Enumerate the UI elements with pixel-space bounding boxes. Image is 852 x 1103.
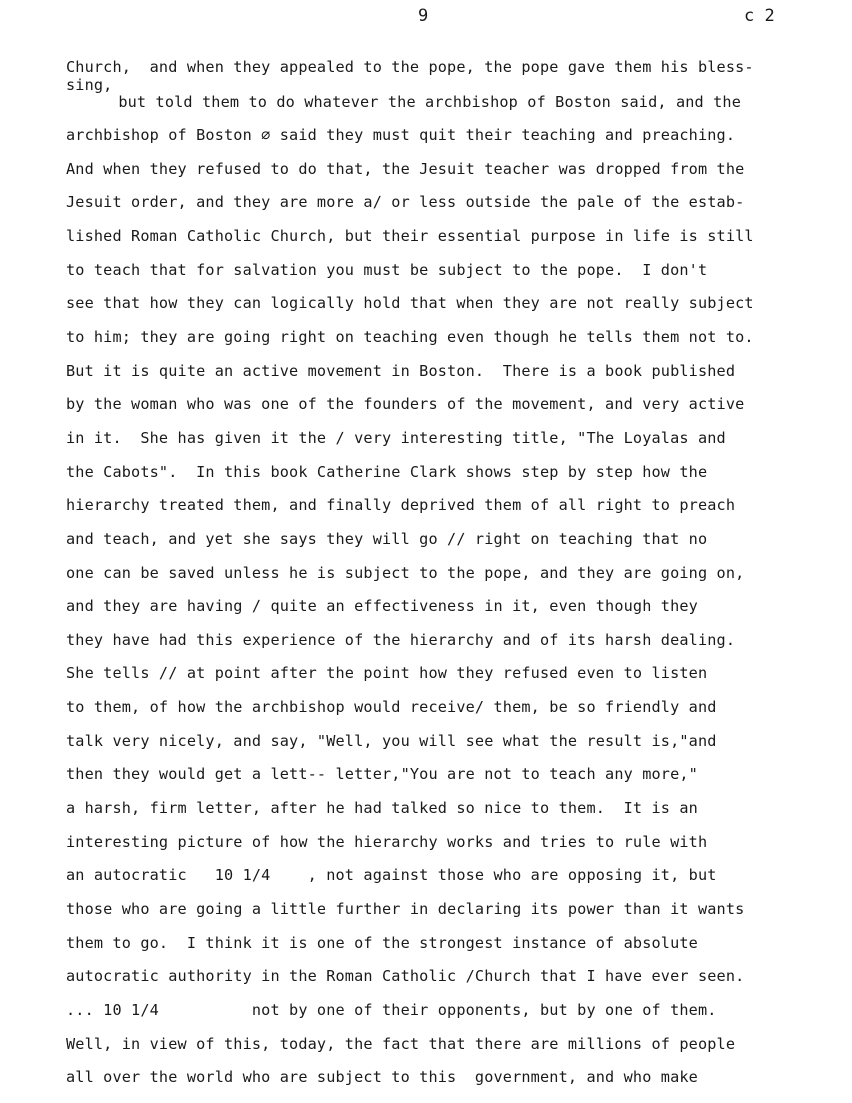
- text-line: talk very nicely, and say, "Well, you will see what the result is,"and: [66, 732, 717, 750]
- text-line: by the woman who was one of the founders of the movement, and very active: [66, 395, 745, 413]
- text-line: ... 10 1/4 not by one of their opponents, but by one of them.: [66, 1001, 717, 1019]
- text-line: and they are having ∕ quite an effectiveness in it, even though they: [66, 597, 698, 615]
- text-line: they have had this experience of the hierarchy and of its harsh dealing.: [66, 631, 736, 649]
- text-line: the Cabots". In this book Catherine Clark shows step by step how the: [66, 463, 708, 481]
- text-line: in it. She has given it the ∕ very interesting title, "The Loyalas and: [66, 429, 726, 447]
- text-line: them to go. I think it is one of the strongest instance of absolute: [66, 934, 698, 952]
- text-line: to them, of how the archbishop would receive/ them, be so friendly and: [66, 698, 717, 716]
- text-line: an autocratic 10 1/4 , not against those who are opposing it, but: [66, 866, 717, 884]
- text-line: Church, and when they appealed to the pope, the pope gave them his bless-: [66, 58, 754, 76]
- text-line: to teach that for salvation you must be subject to the pope. I don't: [66, 261, 708, 279]
- text-line: a harsh, firm letter, after he had talked so nice to them. It is an: [66, 799, 698, 817]
- text-line: then they would get a lett-- letter,"You are not to teach any more,": [66, 765, 698, 783]
- text-line: Well, in view of this, today, the fact that there are millions of people: [66, 1035, 736, 1053]
- text-line: all over the world who are subject to this government, and who make: [66, 1068, 698, 1086]
- text-line: interesting picture of how the hierarchy works and tries to rule with: [66, 833, 708, 851]
- text-line: those who are going a little further in declaring its power than it wants: [66, 900, 745, 918]
- text-line: hierarchy treated them, and finally deprived them of all right to preach: [66, 496, 736, 514]
- text-line: She tells ∕∕ at point after the point how they refused even to listen: [66, 664, 708, 682]
- text-line: but told them to do whatever the archbishop of Boston said, and the: [44, 93, 742, 111]
- page-number: 9: [418, 6, 429, 26]
- text-line: to him; they are going right on teaching even though he tells them not to.: [66, 328, 754, 346]
- text-line: Jesuit order, and they are more a∕ or less outside the pale of the estab-: [66, 193, 745, 211]
- text-line: archbishop of Boston ∅ said they must quit their teaching and preaching.: [66, 126, 736, 144]
- text-line: autocratic authority in the Roman Catholic /Church that I have ever seen.: [66, 967, 745, 985]
- text-line: lished Roman Catholic Church, but their essential purpose in life is still: [66, 227, 754, 245]
- text-line: sing,: [66, 76, 113, 94]
- text-line: one can be saved unless he is subject to the pope, and they are going on,: [66, 564, 745, 582]
- text-line: But it is quite an active movement in Boston. There is a book published: [66, 362, 736, 380]
- text-line: And when they refused to do that, the Jesuit teacher was dropped from the: [66, 160, 745, 178]
- text-line: see that how they can logically hold that when they are not really subject: [66, 294, 754, 312]
- text-line: and teach, and yet she says they will go ∕∕ right on teaching that no: [66, 530, 708, 548]
- page-code: c 2: [744, 6, 775, 26]
